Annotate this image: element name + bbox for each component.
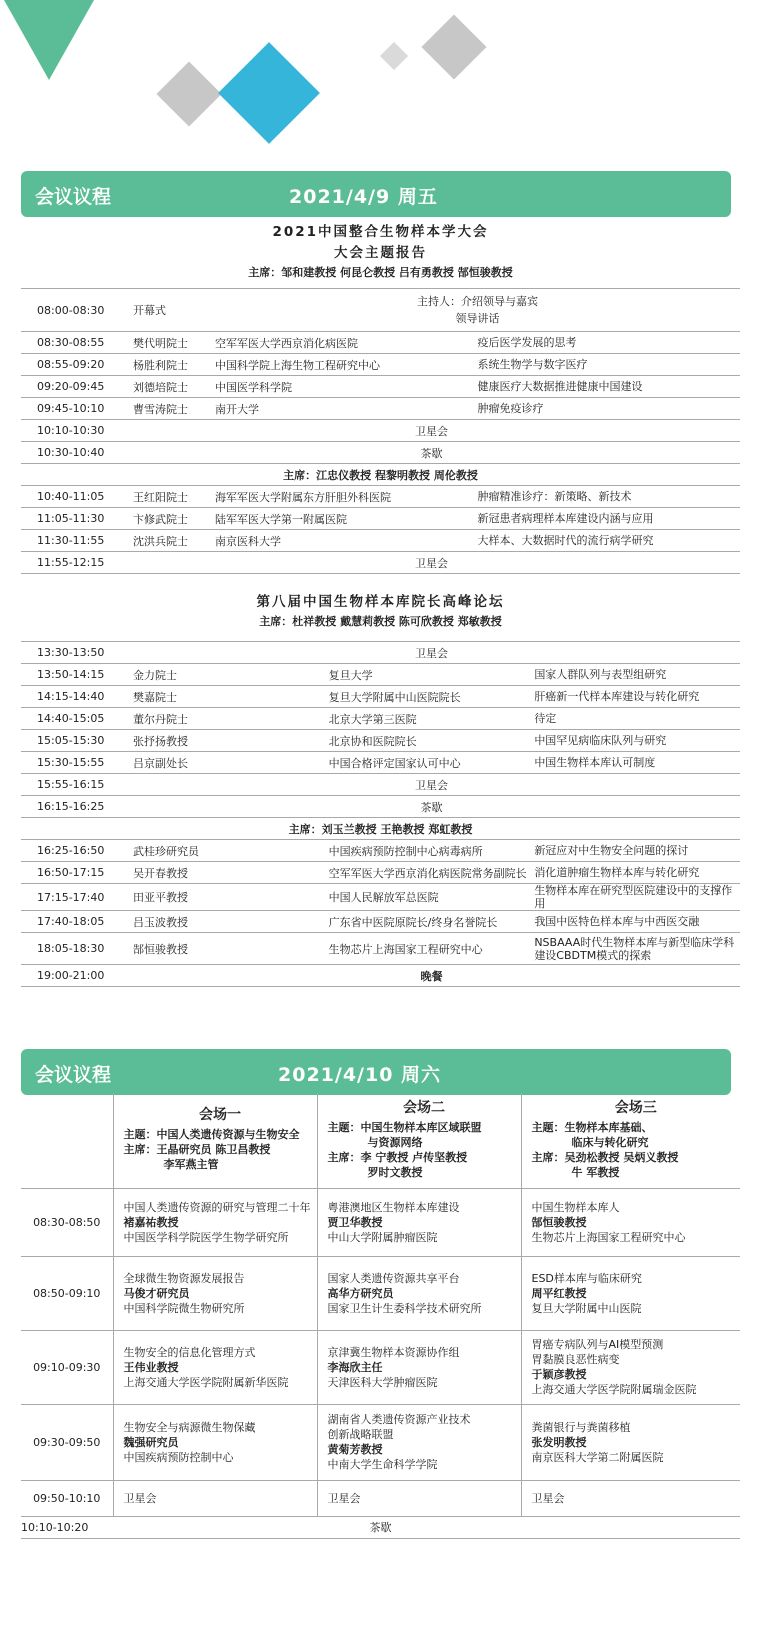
venue-name: 会场二 [403,1099,445,1116]
talk-speaker: 郜恒骏教授 [531,1215,587,1229]
talk-speaker: 王伟业教授 [123,1360,179,1374]
venue-chair [328,1150,521,1165]
talk-title: 胃癌专病队列与AI模型预测 [531,1338,664,1351]
table-row [21,486,740,508]
talk-title: 全球微生物资源发展报告 [123,1271,245,1285]
talk-institution: 国家卫生计生委科学技术研究所 [327,1301,482,1315]
table-row [21,708,740,730]
table-row [21,1330,740,1404]
speaker-cell: 金力院士 [123,664,329,686]
time-cell: 08:30-08:50 [21,1188,113,1256]
time-cell: 08:55-09:20 [21,354,123,376]
institution-cell: 空军军医大学西京消化病医院 [215,332,478,354]
topic-cell: 肿瘤精准诊疗：新策略、新技术 [478,486,741,508]
time-cell: 16:50-17:15 [21,862,123,884]
table-row [21,933,740,965]
talk-speaker: 李海欣主任 [327,1360,383,1374]
time-cell: 09:50-10:10 [21,1480,113,1516]
topic-cell: 中国生物样本库认可制度 [534,752,740,774]
parallel-sessions-table [21,1093,740,1539]
time-cell: 10:40-11:05 [21,486,123,508]
time-cell: 13:50-14:15 [21,664,123,686]
chair-text: 吴劲松教授 吴炳义教授 [564,1150,679,1164]
talk-speaker: 周平红教授 [531,1286,587,1300]
time-cell: 10:10-10:30 [21,420,123,442]
host-cell [215,289,740,332]
session-chairs: 主席：江忠仪教授 程黎明教授 周伦教授 [21,464,740,486]
forum-title: 第八届中国生物样本库院长高峰论坛 [256,594,505,610]
institution-cell: 北京协和医院院长 [329,730,535,752]
session-label: 卫星会 [123,642,740,664]
speaker-cell: 沈洪兵院士 [123,530,215,552]
talk-title: 国家人类遗传资源共享平台 [327,1271,460,1285]
host-line-2: 领导讲话 [455,312,500,325]
session-label: 茶歇 [123,796,740,818]
venue-1-header [113,1093,317,1188]
speaker-cell: 董尔丹院士 [123,708,329,730]
chair-text-2: 罗时文教授 [367,1165,423,1179]
talk-title-2: 胃黏膜良恶性病变 [531,1353,620,1366]
chair-text-2: 李军燕主管 [163,1158,219,1172]
time-cell: 10:30-10:40 [21,442,123,464]
talk-title: 京津冀生物样本资源协作组 [327,1345,460,1359]
institution-cell: 广东省中医院原院长/终身名誉院长 [329,911,535,933]
subject-text: 中国人类遗传资源与生物安全 [156,1128,300,1142]
time-cell: 13:30-13:50 [21,642,123,664]
institution-cell: 复旦大学附属中山医院院长 [329,686,535,708]
time-cell: 11:55-12:15 [21,552,123,574]
topic-cell: 我国中医特色样本库与中西医交融 [534,911,740,933]
speaker-cell: 郜恒骏教授 [123,933,329,965]
light-gray-diamond-decoration [380,42,408,70]
chair-label: 主席： [123,1143,157,1157]
talk-institution: 生物芯片上海国家工程研究中心 [531,1230,686,1244]
institution-cell: 中国人民解放军总医院 [329,884,535,911]
table-row [21,420,740,442]
conference-title: 2021中国整合生物样本学大会 [272,224,489,240]
talk-institution: 上海交通大学医学院附属瑞金医院 [531,1383,697,1396]
topic-cell: 健康医疗大数据推进健康中国建设 [478,376,741,398]
institution-cell: 陆军军医大学第一附属医院 [215,508,478,530]
venue-header-row [21,1093,740,1188]
time-cell: 10:10-10:20 [21,1516,113,1538]
chair-text-2: 牛 军教授 [571,1165,620,1179]
talk-speaker: 黄菊芳教授 [327,1443,383,1456]
speaker-cell: 开幕式 [123,289,215,332]
session-label: 茶歇 [123,442,740,464]
talk-institution: 上海交通大学医学院附属新华医院 [123,1375,289,1389]
time-cell: 19:00-21:00 [21,965,123,987]
talk-institution: 中国医学科学院医学生物学研究所 [123,1230,289,1244]
venue-subject [124,1127,317,1142]
green-triangle-decoration [4,0,94,80]
speaker-cell: 武桂珍研究员 [123,840,329,862]
time-cell: 09:10-09:30 [21,1330,113,1404]
speaker-cell: 张抒扬教授 [123,730,329,752]
institution-cell: 南开大学 [215,398,478,420]
venue-chair [532,1150,741,1165]
time-cell: 14:40-15:05 [21,708,123,730]
subject-text-2: 临床与转化研究 [571,1135,649,1149]
table-row [21,774,740,796]
talk-speaker: 贾卫华教授 [327,1215,383,1229]
session-label: 卫星会 [123,420,740,442]
chair-text: 王晶研究员 陈卫昌教授 [156,1143,271,1157]
talk-institution: 中国科学院微生物研究所 [123,1301,245,1315]
talk-institution: 南京医科大学第二附属医院 [531,1450,664,1464]
time-cell: 17:15-17:40 [21,884,123,911]
topic-line-2: 建设CBDTM模式的探索 [534,948,652,962]
table-row [21,752,740,774]
talk-cell [521,1256,740,1330]
speaker-cell: 卞修武院士 [123,508,215,530]
time-cell: 09:30-09:50 [21,1404,113,1480]
institution-cell: 复旦大学 [329,664,535,686]
session-label: 卫星会 [123,774,740,796]
table-row [21,508,740,530]
topic-cell: 消化道肿瘤生物样本库与转化研究 [534,862,740,884]
talk-title: 粤港澳地区生物样本库建设 [327,1200,460,1214]
talk-cell [317,1330,521,1404]
talk-speaker: 褚嘉祐教授 [123,1215,179,1229]
institution-cell: 海军军医大学附属东方肝胆外科医院 [215,486,478,508]
schedule-table-b [21,641,740,987]
speaker-cell: 田亚平教授 [123,884,329,911]
chair-label: 主席： [327,1150,361,1164]
talk-title: 粪菌银行与粪菌移植 [531,1420,631,1434]
time-cell: 15:30-15:55 [21,752,123,774]
talk-cell [317,1188,521,1256]
table-row [21,1256,740,1330]
satellite-row [21,1480,740,1516]
topic-cell: 中国罕见病临床队列与研究 [534,730,740,752]
talk-speaker: 魏强研究员 [123,1435,179,1449]
talk-cell [521,1188,740,1256]
time-cell: 17:40-18:05 [21,911,123,933]
table-row [21,664,740,686]
time-cell: 15:05-15:30 [21,730,123,752]
venue-subject [328,1120,521,1135]
table-row [21,376,740,398]
talk-cell [521,1404,740,1480]
talk-speaker: 高华方研究员 [327,1286,394,1300]
table-row [21,884,740,911]
topic-cell: 肝癌新一代样本库建设与转化研究 [534,686,740,708]
talk-speaker: 张发明教授 [531,1435,587,1449]
talk-speaker: 马俊才研究员 [123,1286,190,1300]
table-row [21,398,740,420]
topic-cell: 新冠患者病理样本库建设内涵与应用 [478,508,741,530]
topic-cell: 国家人群队列与表型组研究 [534,664,740,686]
talk-institution: 中国疾病预防控制中心 [123,1450,234,1464]
subject-text: 中国生物样本库区域联盟 [360,1120,482,1134]
plenary-title: 大会主题报告 [334,245,427,261]
institution-cell: 空军军医大学西京消化病医院常务副院长 [329,862,535,884]
host-line: 主持人：介绍领导与嘉宾 [417,295,538,308]
talk-title-2: 创新战略联盟 [327,1428,394,1441]
table-row [21,796,740,818]
talk-cell [113,1256,317,1330]
institution-cell: 北京大学第三医院 [329,708,535,730]
subject-label: 主题： [123,1128,157,1142]
venue-subject [532,1120,741,1135]
subject-text: 生物样本库基础、 [564,1120,653,1134]
talk-institution: 复旦大学附属中山医院 [531,1301,642,1315]
talk-institution: 中山大学附属肿瘤医院 [327,1230,438,1244]
session-label: 卫星会 [123,552,740,574]
chair-text: 李 宁教授 卢传坚教授 [360,1150,468,1164]
day2-banner-date: 2021/4/10 周六 [278,1064,442,1086]
break-row [21,1516,740,1538]
day1-banner-date: 2021/4/9 周五 [289,186,438,208]
speaker-cell: 樊嘉院士 [123,686,329,708]
table-row [21,818,740,840]
institution-cell: 中国合格评定国家认可中心 [329,752,535,774]
institution-cell: 中国医学科学院 [215,376,478,398]
day1-plenary-section [21,222,740,574]
day1-banner [21,171,731,217]
time-cell: 15:55-16:15 [21,774,123,796]
talk-title: ESD样本库与临床研究 [531,1271,642,1285]
table-row [21,642,740,664]
speaker-cell: 吕京副处长 [123,752,329,774]
table-row [21,911,740,933]
day1-banner-title: 会议议程 [35,186,112,208]
day2-section [21,1093,740,1539]
time-cell: 16:15-16:25 [21,796,123,818]
table-row [21,1188,740,1256]
session-chairs: 主席：刘玉兰教授 王艳教授 郑虹教授 [21,818,740,840]
subject-label: 主题： [531,1120,565,1134]
institution-cell: 生物芯片上海国家工程研究中心 [329,933,535,965]
speaker-cell: 樊代明院士 [123,332,215,354]
satellite-cell: 卫星会 [521,1480,740,1516]
talk-title: 中国生物样本库人 [531,1200,620,1214]
time-cell: 09:45-10:10 [21,398,123,420]
talk-cell [317,1256,521,1330]
plenary-chairs: 主席：邹和建教授 何昆仑教授 吕有勇教授 郜恒骏教授 [248,266,513,279]
time-cell: 11:30-11:55 [21,530,123,552]
table-row [21,354,740,376]
venue-name: 会场一 [199,1107,241,1124]
table-row [21,289,740,332]
institution-cell: 南京医科大学 [215,530,478,552]
time-cell: 09:20-09:45 [21,376,123,398]
venue-3-header [521,1093,740,1188]
table-row [21,464,740,486]
topic-cell [534,933,740,965]
talk-speaker: 于颖彦教授 [531,1368,587,1381]
talk-title: 生物安全的信息化管理方式 [123,1345,256,1359]
time-cell: 16:25-16:50 [21,840,123,862]
session-label: 晚餐 [123,965,740,987]
talk-title: 中国人类遗传资源的研究与管理二十年 [123,1200,311,1214]
venue-2-header [317,1093,521,1188]
topic-line: NSBAAA时代生物样本库与新型临床学科 [534,935,735,949]
table-row [21,965,740,987]
forum-chairs: 主席：杜祥教授 戴慧莉教授 陈可欣教授 郑敏教授 [259,615,502,628]
table-row [21,552,740,574]
gray-diamond-decoration [156,61,221,126]
blue-diamond-decoration [218,42,320,144]
talk-cell [113,1404,317,1480]
speaker-cell: 曹雪涛院士 [123,398,215,420]
time-cell: 08:30-08:55 [21,332,123,354]
time-cell: 08:00-08:30 [21,289,123,332]
topic-cell: 肿瘤免疫诊疗 [478,398,741,420]
institution-cell: 中国疾病预防控制中心病毒病所 [329,840,535,862]
talk-institution: 天津医科大学肿瘤医院 [327,1375,438,1389]
speaker-cell: 吴开春教授 [123,862,329,884]
day1-forum-section [21,592,740,987]
table-row [21,862,740,884]
topic-cell: 疫后医学发展的思考 [478,332,741,354]
speaker-cell: 王红阳院士 [123,486,215,508]
institution-cell: 中国科学院上海生物工程研究中心 [215,354,478,376]
talk-cell [113,1330,317,1404]
subject-label: 主题： [327,1120,361,1134]
topic-cell: 系统生物学与数字医疗 [478,354,741,376]
venue-chair [124,1142,317,1157]
speaker-cell: 杨胜利院士 [123,354,215,376]
table-row [21,686,740,708]
time-cell: 18:05-18:30 [21,933,123,965]
time-cell: 11:05-11:30 [21,508,123,530]
break-label: 茶歇 [113,1516,740,1538]
talk-cell [113,1188,317,1256]
day2-banner [21,1049,731,1095]
speaker-cell: 吕玉波教授 [123,911,329,933]
topic-cell: 新冠应对中生物安全问题的探讨 [534,840,740,862]
table-row [21,530,740,552]
talk-cell [317,1404,521,1480]
table-row [21,1404,740,1480]
satellite-cell: 卫星会 [317,1480,521,1516]
time-cell: 14:15-14:40 [21,686,123,708]
talk-institution: 中南大学生命科学学院 [327,1458,438,1471]
speaker-cell: 刘德培院士 [123,376,215,398]
gray-diamond-decoration-right [421,14,486,79]
chair-label: 主席： [531,1150,565,1164]
talk-title: 生物安全与病源微生物保藏 [123,1420,256,1434]
empty-corner-cell [21,1093,113,1188]
talk-title: 湖南省人类遗传资源产业技术 [327,1413,471,1426]
table-row [21,442,740,464]
table-row [21,332,740,354]
topic-cell: 生物样本库在研究型医院建设中的支撑作用 [534,884,740,911]
table-row [21,730,740,752]
topic-cell: 大样本、大数据时代的流行病学研究 [478,530,741,552]
time-cell: 08:50-09:10 [21,1256,113,1330]
topic-cell: 待定 [534,708,740,730]
talk-cell [521,1330,740,1404]
table-row [21,840,740,862]
venue-name: 会场三 [614,1099,657,1116]
schedule-table-a [21,288,740,574]
day2-banner-title: 会议议程 [35,1064,112,1086]
subject-text-2: 与资源网络 [367,1135,423,1149]
satellite-cell: 卫星会 [113,1480,317,1516]
